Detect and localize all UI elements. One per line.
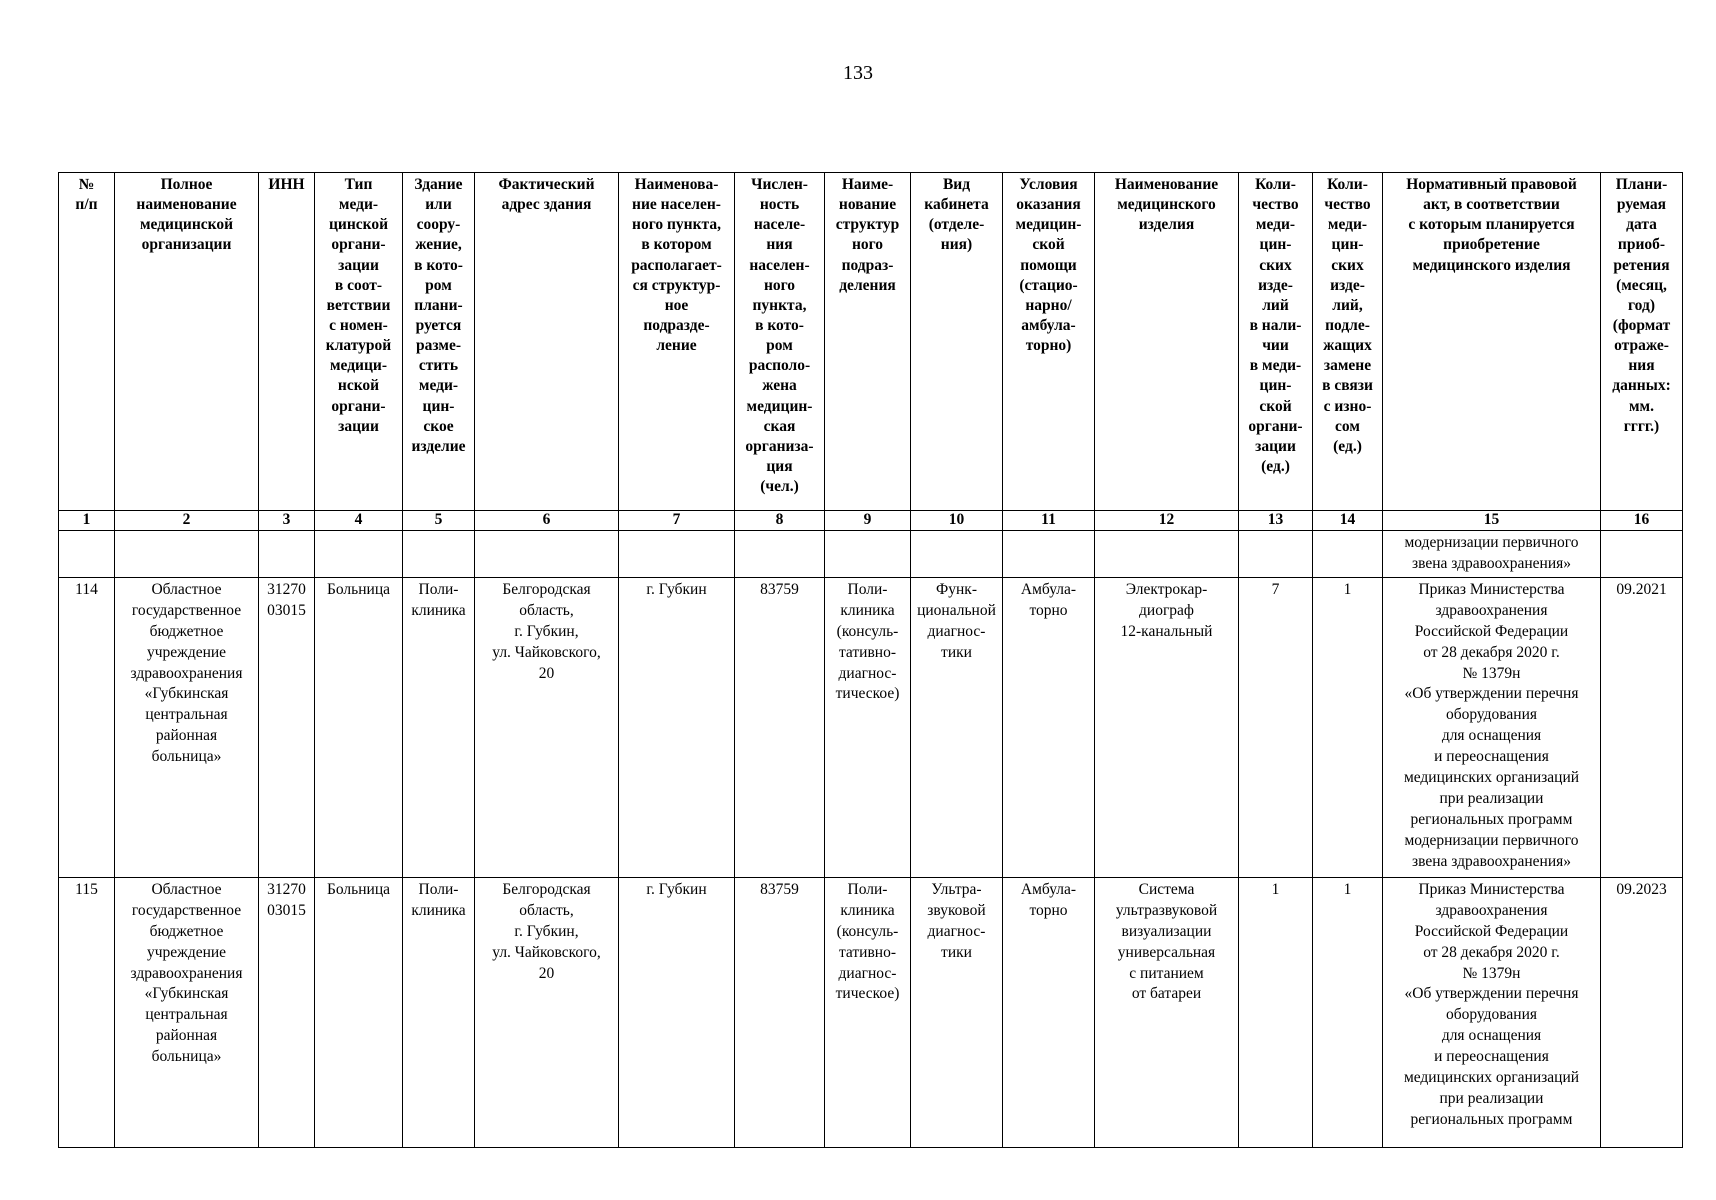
- column-number: 6: [475, 511, 619, 531]
- table-row: [59, 577, 1683, 877]
- conditions-cell: Амбула- торно: [1003, 877, 1095, 1147]
- device-cell: Электрокар- диограф 12-канальный: [1095, 577, 1239, 877]
- column-number: 7: [619, 511, 735, 531]
- empty-cell: [1239, 531, 1313, 578]
- header-cell: Вид кабинета (отделе- ния): [911, 173, 1003, 511]
- column-number: 2: [115, 511, 259, 531]
- empty-cell: [259, 531, 315, 578]
- empty-cell: [315, 531, 403, 578]
- column-number: 13: [1239, 511, 1313, 531]
- table-row: [59, 877, 1683, 1147]
- header-cell: Коли- чество меди- цин- ских изде- лий, подле- жащих замене в связи с изно- сом (ед.): [1313, 173, 1383, 511]
- qty-available-cell: 1: [1239, 877, 1313, 1147]
- row-number: 115: [59, 877, 115, 1147]
- locality-cell: г. Губкин: [619, 877, 735, 1147]
- legal-act-continuation: модернизации первичного звена здравоохранения»: [1383, 531, 1601, 578]
- header-cell: Фактический адрес здания: [475, 173, 619, 511]
- header-cell: Плани- руемая дата приоб- ретения (месяц, год) (формат отраже- ния данных: мм. гггг.): [1601, 173, 1683, 511]
- empty-cell: [619, 531, 735, 578]
- device-cell: Система ультразвуковой визуализации универсальная с питанием от батареи: [1095, 877, 1239, 1147]
- empty-cell: [825, 531, 911, 578]
- header-cell: ИНН: [259, 173, 315, 511]
- empty-cell: [911, 531, 1003, 578]
- header-cell: Нормативный правовой акт, в соответствии с которым планируется приобретение медицинского изделия: [1383, 173, 1601, 511]
- organization-type: Больница: [315, 877, 403, 1147]
- header-cell: № п/п: [59, 173, 115, 511]
- continuation-row: [59, 531, 1683, 578]
- address-cell: Белгородская область, г. Губкин, ул. Чайковского, 20: [475, 577, 619, 877]
- legal-act-cell: Приказ Министерства здравоохранения Российской Федерации от 28 декабря 2020 г. № 1379н «Об утверждении перечня оборудования для оснащения и переоснащения медицинских организаций при реализации региональных программ: [1383, 877, 1601, 1147]
- building-cell: Поли- клиника: [403, 877, 475, 1147]
- conditions-cell: Амбула- торно: [1003, 577, 1095, 877]
- column-number: 3: [259, 511, 315, 531]
- cabinet-cell: Функ- циональной диагнос- тики: [911, 577, 1003, 877]
- column-number: 10: [911, 511, 1003, 531]
- organization-type: Больница: [315, 577, 403, 877]
- building-cell: Поли- клиника: [403, 577, 475, 877]
- column-number: 1: [59, 511, 115, 531]
- header-cell: Наименование медицинского изделия: [1095, 173, 1239, 511]
- column-number: 9: [825, 511, 911, 531]
- header-cell: Коли- чество меди- цин- ских изде- лий в нали- чии в меди- цин- ской органи- зации (ед.): [1239, 173, 1313, 511]
- column-number: 4: [315, 511, 403, 531]
- legal-act-cell: Приказ Министерства здравоохранения Российской Федерации от 28 декабря 2020 г. № 1379н «Об утверждении перечня оборудования для оснащения и переоснащения медицинских организаций при реализации региональных программ модернизации первичного звена здравоохранения»: [1383, 577, 1601, 877]
- unit-cell: Поли- клиника (консуль- тативно- диагнос- тическое): [825, 877, 911, 1147]
- header-cell: Наиме- нование структур ного подраз- деления: [825, 173, 911, 511]
- equipment-table: [58, 172, 1683, 1148]
- population-cell: 83759: [735, 577, 825, 877]
- empty-cell: [1601, 531, 1683, 578]
- address-cell: Белгородская область, г. Губкин, ул. Чайковского, 20: [475, 877, 619, 1147]
- empty-cell: [1095, 531, 1239, 578]
- column-number: 12: [1095, 511, 1239, 531]
- population-cell: 83759: [735, 877, 825, 1147]
- empty-cell: [735, 531, 825, 578]
- organization-name: Областное государственное бюджетное учреждение здравоохранения «Губкинская центральная районная больница»: [115, 577, 259, 877]
- column-number: 8: [735, 511, 825, 531]
- column-number: 14: [1313, 511, 1383, 531]
- header-cell: Условия оказания медицин- ской помощи (стацио- нарно/ амбула- торно): [1003, 173, 1095, 511]
- header-cell: Полное наименование медицинской организации: [115, 173, 259, 511]
- header-cell: Здание или соору- жение, в кото- ром плани- руется разме- стить меди- цин- ское изделие: [403, 173, 475, 511]
- column-number: 15: [1383, 511, 1601, 531]
- inn-cell: 31270 03015: [259, 877, 315, 1147]
- header-row: [59, 173, 1683, 511]
- empty-cell: [403, 531, 475, 578]
- qty-available-cell: 7: [1239, 577, 1313, 877]
- date-cell: 09.2023: [1601, 877, 1683, 1147]
- locality-cell: г. Губкин: [619, 577, 735, 877]
- empty-cell: [115, 531, 259, 578]
- qty-replace-cell: 1: [1313, 577, 1383, 877]
- header-cell: Наименова- ние населен- ного пункта, в котором располагает- ся структур- ное подразде- ление: [619, 173, 735, 511]
- column-number: 5: [403, 511, 475, 531]
- organization-name: Областное государственное бюджетное учреждение здравоохранения «Губкинская центральная районная больница»: [115, 877, 259, 1147]
- inn-cell: 31270 03015: [259, 577, 315, 877]
- page-number: 133: [843, 62, 873, 84]
- header-cell: Тип меди- цинской органи- зации в соот- ветствии с номен- клатурой медици- нской органи- зации: [315, 173, 403, 511]
- header-cell: Числен- ность населе- ния населен- ного пункта, в кото- ром располо- жена медицин- ская организа- ция (чел.): [735, 173, 825, 511]
- unit-cell: Поли- клиника (консуль- тативно- диагнос- тическое): [825, 577, 911, 877]
- empty-cell: [59, 531, 115, 578]
- row-number: 114: [59, 577, 115, 877]
- cabinet-cell: Ультра- звуковой диагнос- тики: [911, 877, 1003, 1147]
- empty-cell: [475, 531, 619, 578]
- column-number-row: [59, 511, 1683, 531]
- empty-cell: [1313, 531, 1383, 578]
- qty-replace-cell: 1: [1313, 877, 1383, 1147]
- empty-cell: [1003, 531, 1095, 578]
- date-cell: 09.2021: [1601, 577, 1683, 877]
- column-number: 16: [1601, 511, 1683, 531]
- column-number: 11: [1003, 511, 1095, 531]
